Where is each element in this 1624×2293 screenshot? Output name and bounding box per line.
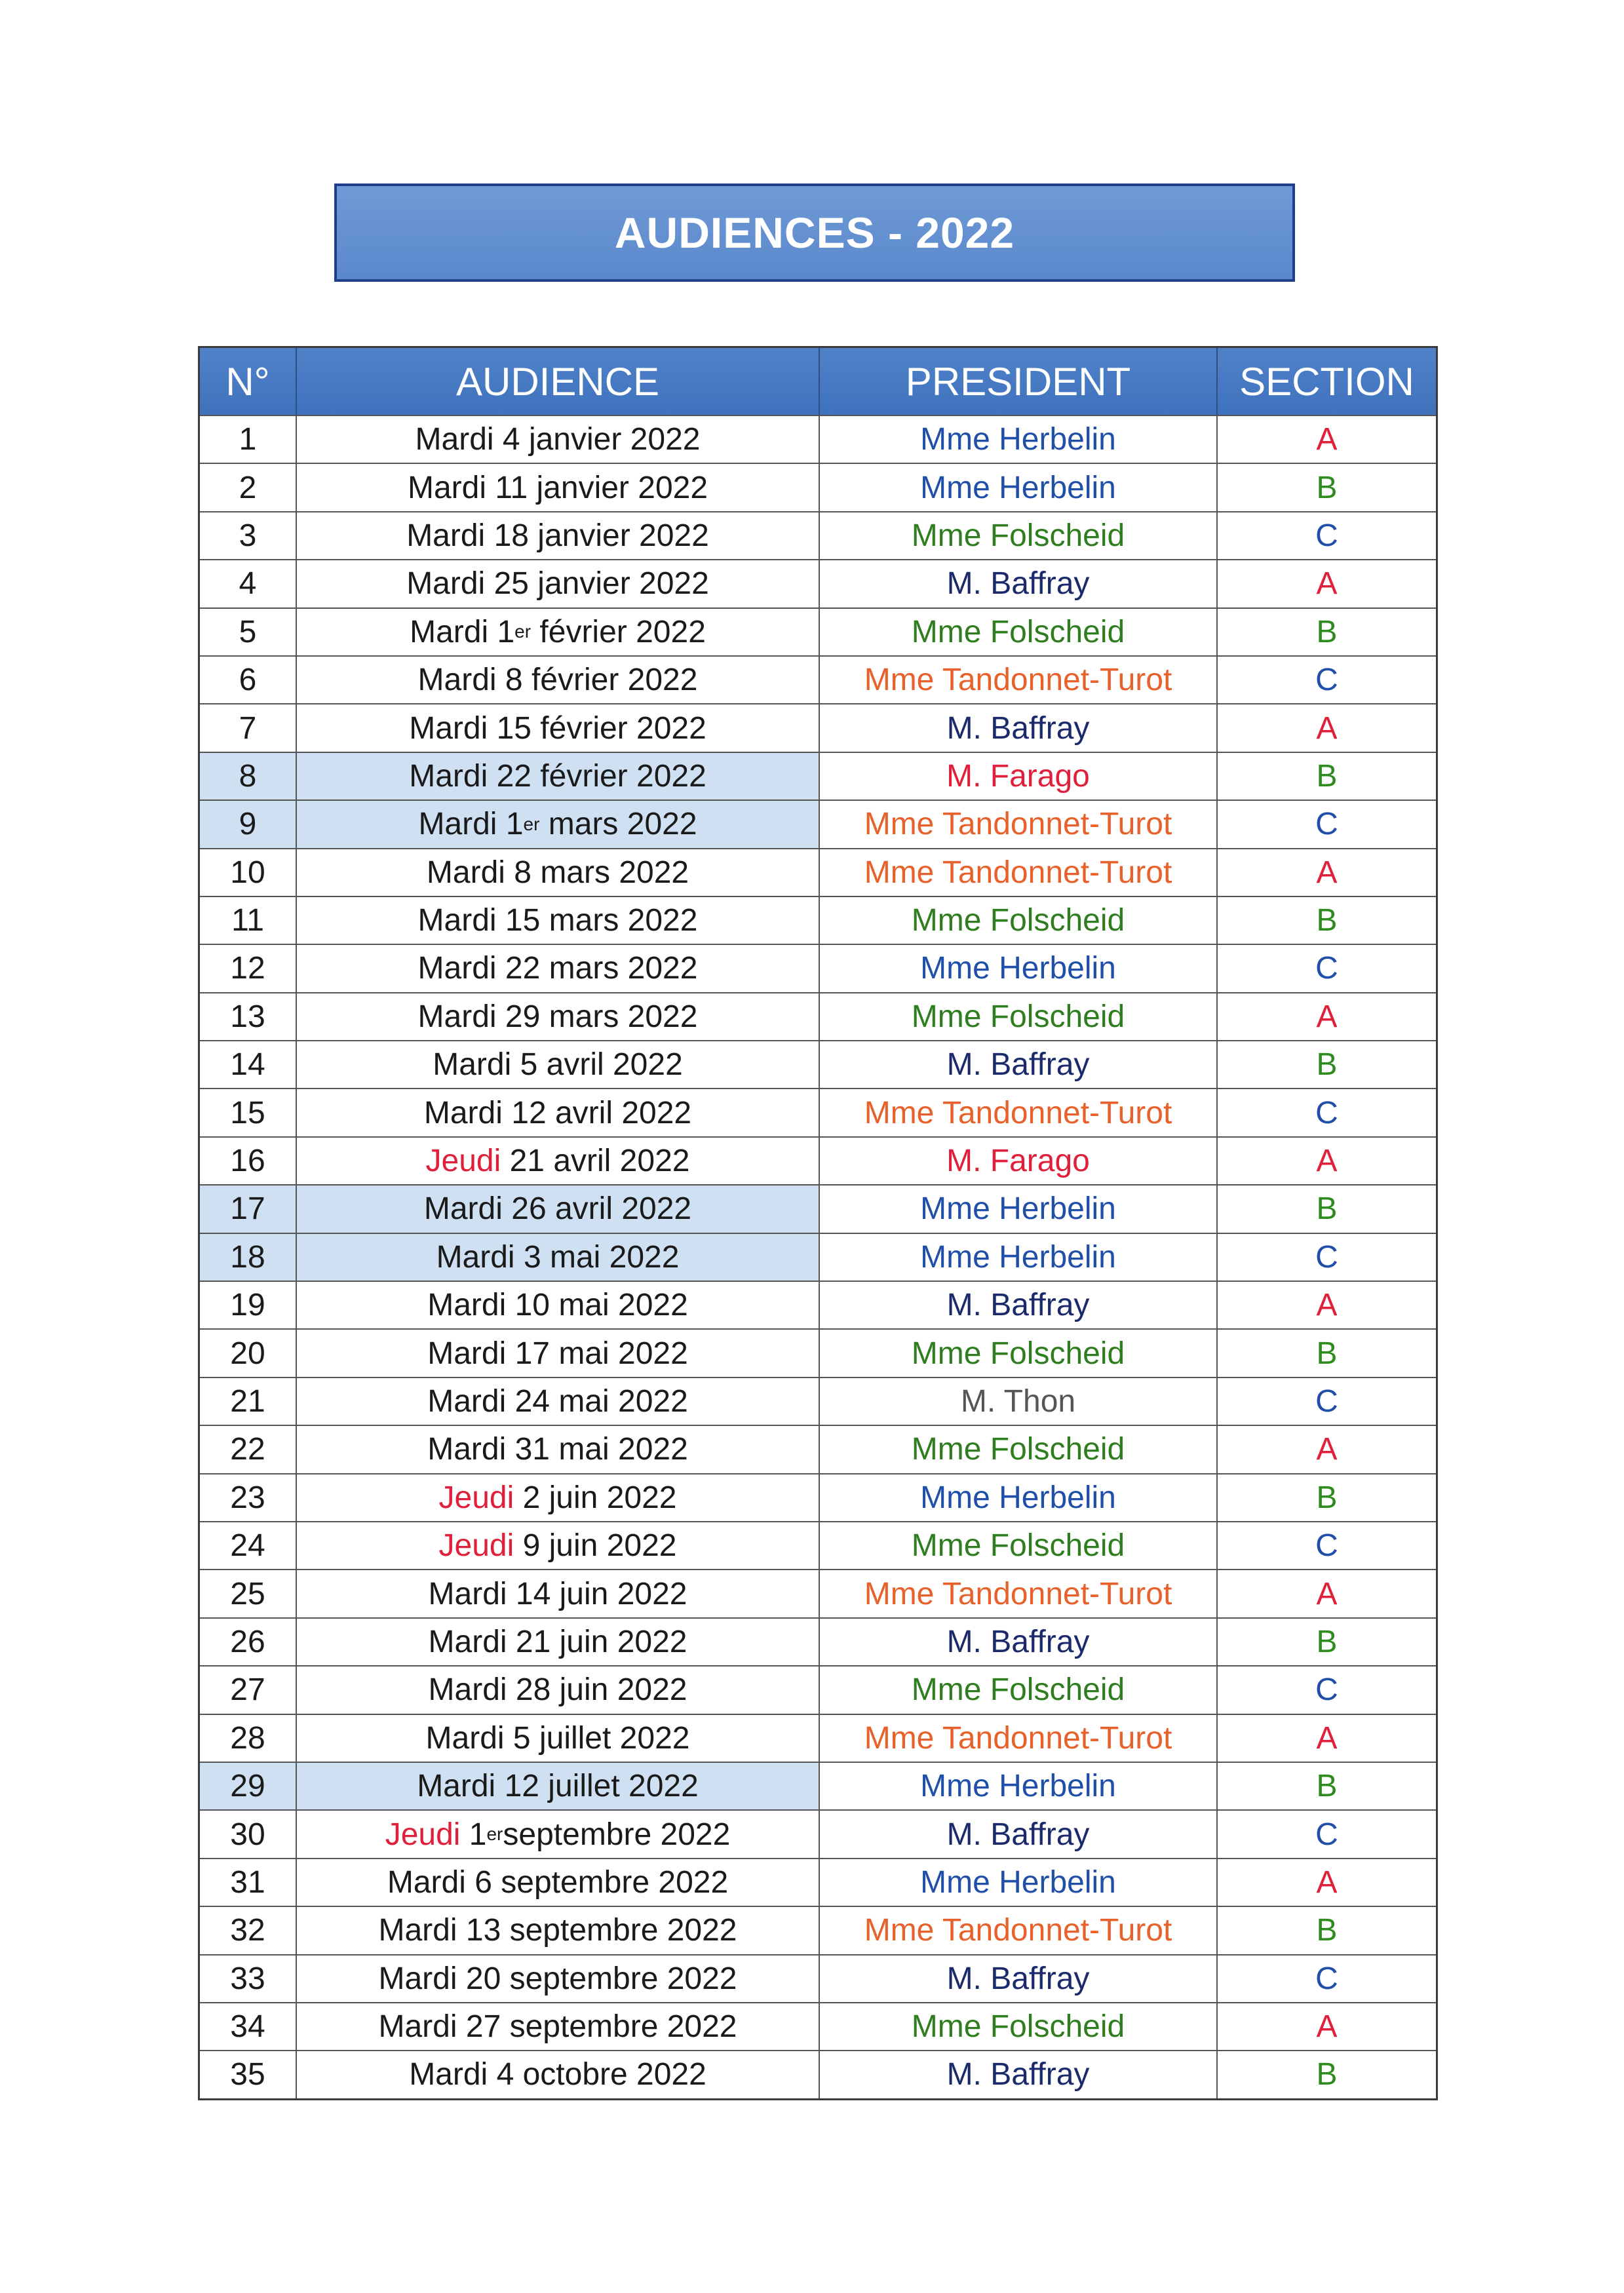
audience-day: Mardi bbox=[436, 1239, 515, 1275]
cell-num: 9 bbox=[200, 801, 297, 847]
audience-day: Mardi bbox=[378, 1961, 457, 1996]
cell-num: 20 bbox=[200, 1330, 297, 1376]
cell-audience bbox=[297, 1715, 820, 1762]
table-row bbox=[200, 1473, 1436, 1521]
audience-date: 11 janvier 2022 bbox=[495, 470, 708, 505]
audience-day: Mardi bbox=[417, 1769, 496, 1804]
cell-section: A bbox=[1316, 2009, 1338, 2045]
cell-president: M. Baffray bbox=[820, 704, 1218, 751]
cell-president: Mme Folscheid bbox=[820, 2003, 1218, 2050]
table-body bbox=[200, 415, 1436, 2098]
cell-num: 30 bbox=[200, 1811, 297, 1857]
cell-audience bbox=[297, 1041, 820, 1088]
cell-num: 2 bbox=[200, 464, 297, 511]
table-row bbox=[200, 559, 1436, 607]
table-row bbox=[200, 415, 1436, 463]
audience-date: 4 janvier 2022 bbox=[502, 422, 701, 457]
table-row bbox=[200, 944, 1436, 992]
cell-president: M. Baffray bbox=[820, 1041, 1218, 1088]
table-row bbox=[200, 1377, 1436, 1425]
table-row bbox=[200, 511, 1436, 559]
table-row bbox=[200, 896, 1436, 944]
audience-day: Mardi bbox=[427, 1432, 507, 1467]
cell-num: 35 bbox=[200, 2051, 297, 2098]
audience-day: Mardi bbox=[428, 1672, 507, 1708]
header-num: N° bbox=[200, 348, 297, 415]
cell-president: M. Farago bbox=[820, 753, 1218, 800]
cell-audience bbox=[297, 1522, 820, 1569]
cell-audience bbox=[297, 1907, 820, 1954]
table-row bbox=[200, 1328, 1436, 1376]
cell-section: C bbox=[1315, 951, 1338, 986]
cell-audience bbox=[297, 464, 820, 511]
cell-section: A bbox=[1316, 1720, 1338, 1756]
audience-day: Jeudi bbox=[438, 1528, 514, 1564]
cell-audience bbox=[297, 2003, 820, 2050]
audience-day: Mardi bbox=[409, 710, 488, 746]
cell-audience bbox=[297, 1474, 820, 1521]
audience-date: 22 mars 2022 bbox=[505, 951, 698, 986]
audience-date: 12 avril 2022 bbox=[511, 1095, 692, 1130]
table-row bbox=[200, 607, 1436, 655]
cell-president: Mme Tandonnet-Turot bbox=[820, 657, 1218, 703]
cell-num: 1 bbox=[200, 416, 297, 463]
cell-president: Mme Tandonnet-Turot bbox=[820, 1089, 1218, 1136]
table-row bbox=[200, 800, 1436, 847]
audience-day: Mardi bbox=[427, 1288, 507, 1323]
audience-day: Mardi bbox=[409, 2057, 488, 2092]
cell-president: Mme Tandonnet-Turot bbox=[820, 1715, 1218, 1762]
cell-section: B bbox=[1316, 1624, 1338, 1659]
cell-audience bbox=[297, 849, 820, 896]
audience-date: 17 mai 2022 bbox=[514, 1336, 688, 1371]
cell-president: Mme Folscheid bbox=[820, 1426, 1218, 1473]
table-row bbox=[200, 1521, 1436, 1569]
cell-president: Mme Folscheid bbox=[820, 1667, 1218, 1713]
cell-num: 5 bbox=[200, 609, 297, 655]
audience-day: Mardi bbox=[378, 1913, 457, 1948]
cell-audience bbox=[297, 704, 820, 751]
cell-audience bbox=[297, 1378, 820, 1425]
audience-date: 5 juillet 2022 bbox=[512, 1720, 690, 1756]
cell-num: 24 bbox=[200, 1522, 297, 1569]
cell-audience: Mardi 1 er mars 2022 bbox=[297, 801, 820, 847]
cell-audience bbox=[297, 1859, 820, 1906]
audience-day: Mardi bbox=[428, 1624, 507, 1659]
audience-date: 21 avril 2022 bbox=[509, 1144, 690, 1179]
audience-day: Mardi bbox=[425, 1720, 505, 1756]
table-row bbox=[200, 463, 1436, 511]
cell-num: 16 bbox=[200, 1138, 297, 1184]
cell-section: B bbox=[1316, 758, 1338, 794]
cell-num: 13 bbox=[200, 993, 297, 1040]
table-row bbox=[200, 2002, 1436, 2050]
cell-president: Mme Herbelin bbox=[820, 1763, 1218, 1809]
cell-section: B bbox=[1316, 614, 1338, 649]
table-row bbox=[200, 1809, 1436, 1857]
cell-section: C bbox=[1315, 1672, 1338, 1708]
cell-audience bbox=[297, 2051, 820, 2098]
audience-day: Mardi bbox=[427, 1336, 507, 1371]
cell-audience bbox=[297, 1330, 820, 1376]
page-title: AUDIENCES - 2022 bbox=[614, 208, 1015, 257]
cell-president: Mme Herbelin bbox=[820, 945, 1218, 992]
cell-section: B bbox=[1316, 470, 1338, 505]
cell-section: C bbox=[1315, 518, 1338, 553]
audience-day: Mardi bbox=[409, 758, 488, 794]
table-row bbox=[200, 1858, 1436, 1906]
table-row bbox=[200, 1040, 1436, 1088]
cell-audience bbox=[297, 1763, 820, 1809]
cell-section: A bbox=[1316, 1864, 1338, 1900]
cell-num: 25 bbox=[200, 1570, 297, 1617]
cell-num: 28 bbox=[200, 1715, 297, 1762]
title-banner bbox=[334, 183, 1295, 282]
cell-president: Mme Folscheid bbox=[820, 609, 1218, 655]
cell-president: Mme Herbelin bbox=[820, 464, 1218, 511]
cell-num: 32 bbox=[200, 1907, 297, 1954]
cell-num: 6 bbox=[200, 657, 297, 703]
cell-num: 27 bbox=[200, 1667, 297, 1713]
cell-president: Mme Folscheid bbox=[820, 512, 1218, 559]
cell-president: Mme Folscheid bbox=[820, 897, 1218, 944]
audience-day: Mardi bbox=[433, 1047, 512, 1083]
cell-section: C bbox=[1315, 1961, 1338, 1996]
cell-audience bbox=[297, 1185, 820, 1232]
table-row bbox=[200, 703, 1436, 751]
audience-day: Mardi bbox=[417, 663, 497, 698]
cell-president: Mme Tandonnet-Turot bbox=[820, 1907, 1218, 1954]
audience-day: Jeudi bbox=[425, 1144, 501, 1179]
audience-date: 8 février 2022 bbox=[505, 663, 698, 698]
cell-audience bbox=[297, 1619, 820, 1665]
cell-president: Mme Herbelin bbox=[820, 1234, 1218, 1281]
cell-audience bbox=[297, 512, 820, 559]
audience-date: 15 février 2022 bbox=[496, 710, 706, 746]
audience-date: 3 mai 2022 bbox=[523, 1239, 680, 1275]
audience-day: Mardi bbox=[387, 1864, 466, 1900]
cell-audience bbox=[297, 993, 820, 1040]
cell-president: M. Baffray bbox=[820, 1619, 1218, 1665]
cell-audience bbox=[297, 1138, 820, 1184]
cell-audience bbox=[297, 1570, 820, 1617]
audience-date: 26 avril 2022 bbox=[511, 1191, 692, 1227]
header-president: PRESIDENT bbox=[820, 348, 1218, 415]
cell-audience bbox=[297, 945, 820, 992]
audience-day: Mardi bbox=[418, 807, 497, 842]
cell-section: B bbox=[1316, 1769, 1338, 1804]
audience-day: Mardi bbox=[417, 999, 497, 1034]
cell-president: M. Baffray bbox=[820, 2051, 1218, 2098]
table-row bbox=[200, 1617, 1436, 1665]
audience-day: Jeudi bbox=[385, 1817, 461, 1852]
table-row bbox=[200, 1425, 1436, 1473]
cell-president: Mme Folscheid bbox=[820, 1522, 1218, 1569]
audience-date: 6 septembre 2022 bbox=[474, 1864, 729, 1900]
cell-audience: Jeudi 1 er septembre 2022 bbox=[297, 1811, 820, 1857]
cell-audience bbox=[297, 1089, 820, 1136]
cell-president: Mme Herbelin bbox=[820, 1185, 1218, 1232]
audience-date: 18 janvier 2022 bbox=[493, 518, 709, 553]
audience-day: Mardi bbox=[406, 518, 486, 553]
cell-section: C bbox=[1315, 663, 1338, 698]
cell-num: 10 bbox=[200, 849, 297, 896]
cell-audience bbox=[297, 753, 820, 800]
table-row bbox=[200, 1762, 1436, 1809]
cell-num: 26 bbox=[200, 1619, 297, 1665]
cell-audience: Mardi 1 er février 2022 bbox=[297, 609, 820, 655]
audience-day: Mardi bbox=[415, 422, 494, 457]
audience-date: 29 mars 2022 bbox=[505, 999, 698, 1034]
audience-date: 1 bbox=[469, 1817, 487, 1852]
table-row bbox=[200, 1954, 1436, 2002]
audience-date: 10 mai 2022 bbox=[514, 1288, 688, 1323]
audience-date-rest: février 2022 bbox=[531, 614, 706, 649]
audience-date: 5 avril 2022 bbox=[520, 1047, 683, 1083]
cell-president: M. Baffray bbox=[820, 1811, 1218, 1857]
audience-day: Mardi bbox=[410, 614, 489, 649]
audience-date: 21 juin 2022 bbox=[515, 1624, 687, 1659]
cell-audience bbox=[297, 657, 820, 703]
cell-section: A bbox=[1316, 999, 1338, 1034]
cell-audience bbox=[297, 416, 820, 463]
cell-section: C bbox=[1315, 1095, 1338, 1130]
audience-day: Mardi bbox=[423, 1095, 503, 1130]
cell-president: Mme Herbelin bbox=[820, 416, 1218, 463]
cell-section: B bbox=[1316, 1913, 1338, 1948]
table-row bbox=[200, 1088, 1436, 1136]
table-row bbox=[200, 1281, 1436, 1328]
cell-audience bbox=[297, 1282, 820, 1328]
cell-president: Mme Herbelin bbox=[820, 1474, 1218, 1521]
cell-num: 12 bbox=[200, 945, 297, 992]
cell-president: Mme Tandonnet-Turot bbox=[820, 849, 1218, 896]
cell-num: 23 bbox=[200, 1474, 297, 1521]
audience-day: Mardi bbox=[426, 855, 505, 890]
cell-president: Mme Tandonnet-Turot bbox=[820, 801, 1218, 847]
audience-date: 1 bbox=[505, 807, 524, 842]
audience-date: 14 juin 2022 bbox=[515, 1576, 687, 1611]
audience-date: 12 juillet 2022 bbox=[504, 1769, 699, 1804]
cell-section: A bbox=[1316, 1432, 1338, 1467]
cell-num: 34 bbox=[200, 2003, 297, 2050]
audience-date: 28 juin 2022 bbox=[515, 1672, 687, 1708]
cell-audience bbox=[297, 560, 820, 607]
cell-president: M. Baffray bbox=[820, 560, 1218, 607]
cell-section: C bbox=[1315, 1384, 1338, 1419]
cell-section: A bbox=[1316, 566, 1338, 602]
cell-num: 8 bbox=[200, 753, 297, 800]
cell-section: B bbox=[1316, 1480, 1338, 1515]
cell-section: B bbox=[1316, 1336, 1338, 1371]
cell-section: B bbox=[1316, 1047, 1338, 1083]
audience-day: Mardi bbox=[407, 470, 486, 505]
audience-day: Mardi bbox=[417, 903, 497, 938]
cell-section: A bbox=[1316, 710, 1338, 746]
table-row bbox=[200, 848, 1436, 896]
audience-date: 9 juin 2022 bbox=[522, 1528, 677, 1564]
table-row bbox=[200, 1184, 1436, 1232]
cell-president: Mme Herbelin bbox=[820, 1859, 1218, 1906]
table-row bbox=[200, 2050, 1436, 2098]
audience-date: 1 bbox=[497, 614, 515, 649]
cell-num: 3 bbox=[200, 512, 297, 559]
audience-day: Mardi bbox=[423, 1191, 503, 1227]
audience-date: 13 septembre 2022 bbox=[465, 1913, 737, 1948]
table-row bbox=[200, 1714, 1436, 1762]
table-row bbox=[200, 1665, 1436, 1713]
audience-date: 24 mai 2022 bbox=[514, 1384, 688, 1419]
cell-section: A bbox=[1316, 1288, 1338, 1323]
cell-section: C bbox=[1315, 807, 1338, 842]
cell-president: M. Baffray bbox=[820, 1282, 1218, 1328]
table-row bbox=[200, 1569, 1436, 1617]
audience-date-rest: septembre 2022 bbox=[503, 1817, 731, 1852]
audience-day: Mardi bbox=[378, 2009, 457, 2045]
cell-num: 29 bbox=[200, 1763, 297, 1809]
cell-num: 15 bbox=[200, 1089, 297, 1136]
cell-section: B bbox=[1316, 2057, 1338, 2092]
cell-audience bbox=[297, 1426, 820, 1473]
audience-date: 25 janvier 2022 bbox=[493, 566, 709, 602]
cell-audience bbox=[297, 1234, 820, 1281]
cell-audience bbox=[297, 897, 820, 944]
audience-day: Mardi bbox=[427, 1384, 507, 1419]
table-row bbox=[200, 1906, 1436, 1954]
audience-day: Jeudi bbox=[438, 1480, 514, 1515]
cell-president: M. Thon bbox=[820, 1378, 1218, 1425]
header-section: SECTION bbox=[1239, 359, 1414, 404]
audience-day: Mardi bbox=[406, 566, 486, 602]
cell-president: M. Baffray bbox=[820, 1956, 1218, 2002]
cell-num: 22 bbox=[200, 1426, 297, 1473]
cell-num: 21 bbox=[200, 1378, 297, 1425]
audience-date: 2 juin 2022 bbox=[522, 1480, 677, 1515]
table-row bbox=[200, 992, 1436, 1040]
cell-num: 7 bbox=[200, 704, 297, 751]
audience-date: 27 septembre 2022 bbox=[465, 2009, 737, 2045]
audience-date: 20 septembre 2022 bbox=[465, 1961, 737, 1996]
audience-day: Mardi bbox=[428, 1576, 507, 1611]
audience-date: 15 mars 2022 bbox=[505, 903, 698, 938]
cell-num: 33 bbox=[200, 1956, 297, 2002]
table-row bbox=[200, 1233, 1436, 1281]
cell-num: 31 bbox=[200, 1859, 297, 1906]
cell-section: B bbox=[1316, 903, 1338, 938]
table-row bbox=[200, 1136, 1436, 1184]
audience-date: 4 octobre 2022 bbox=[496, 2057, 706, 2092]
audience-date: 8 mars 2022 bbox=[514, 855, 689, 890]
cell-president: Mme Tandonnet-Turot bbox=[820, 1570, 1218, 1617]
cell-president: Mme Folscheid bbox=[820, 993, 1218, 1040]
header-audience: AUDIENCE bbox=[297, 348, 820, 415]
audience-day: Mardi bbox=[417, 951, 497, 986]
cell-president: M. Farago bbox=[820, 1138, 1218, 1184]
cell-section: A bbox=[1316, 422, 1338, 457]
table-header bbox=[200, 348, 1436, 415]
audience-date-rest: mars 2022 bbox=[539, 807, 697, 842]
cell-section: C bbox=[1315, 1239, 1338, 1275]
cell-num: 11 bbox=[200, 897, 297, 944]
cell-num: 14 bbox=[200, 1041, 297, 1088]
cell-section: A bbox=[1316, 1144, 1338, 1179]
cell-num: 19 bbox=[200, 1282, 297, 1328]
cell-num: 4 bbox=[200, 560, 297, 607]
cell-audience bbox=[297, 1956, 820, 2002]
cell-president: Mme Folscheid bbox=[820, 1330, 1218, 1376]
cell-section: C bbox=[1315, 1817, 1338, 1852]
cell-num: 18 bbox=[200, 1234, 297, 1281]
cell-num: 17 bbox=[200, 1185, 297, 1232]
cell-section: A bbox=[1316, 1576, 1338, 1611]
table-row bbox=[200, 752, 1436, 800]
audience-date: 31 mai 2022 bbox=[514, 1432, 688, 1467]
audiences-table bbox=[198, 346, 1438, 2100]
table-row bbox=[200, 655, 1436, 703]
cell-section: C bbox=[1315, 1528, 1338, 1564]
cell-section: B bbox=[1316, 1191, 1338, 1227]
audience-date: 22 février 2022 bbox=[496, 758, 706, 794]
cell-audience bbox=[297, 1667, 820, 1713]
cell-section: A bbox=[1316, 855, 1338, 890]
